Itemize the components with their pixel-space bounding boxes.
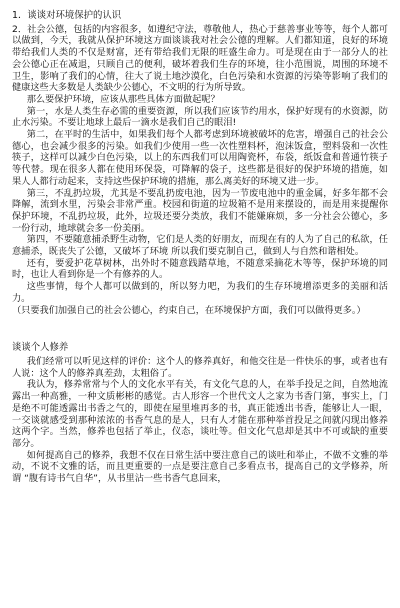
paragraph: （只要我们加强自己的社会公德心，约束自己，在环境保护方面，我们可以做得更多。） [12,304,366,316]
section-heading: 谈谈个人修养 [12,342,69,354]
paragraph: 第三，不乱扔垃圾，尤其是不要乱扔废电池，因为一节废电池中的重金属，好多年都不会降解，流到水里，污染会非常严重。校园和街道的垃圾箱不是用来摆设的，而是用来提醒你保护环境，不乱扔垃圾，此外，垃圾还要分类放，我们不能嫌麻烦，多一分社会公德心，多一份行动，地球就会多一份美丽。 [12,187,388,234]
paragraph: 第二，在平时的生活中，如果我们每个人都考虑到环境被破坏的危害，增强自己的社会公德心，也会减少很多的污染。如我们少使用一些一次性塑料杯，泡沫饭盒，塑料袋和一次性筷子，这样可以减少白色污染，以上的东西我们可以用陶瓷杯，布袋，纸饭盒和普通竹筷子等代替。现在很多人都在使用环保袋，可降解的袋子，这些都是很好的保护环境的措施，如果人人都行动起来，支持这些保护环境的措施，那么离美好的环境又进一步。 [12,129,388,187]
paragraph: 还有，要爱护花草树林，出外时不随意践踏草地，不随意采摘花木等等，保护环境的同时，也让人看到你是一个有修养的人。 [12,257,388,281]
paragraph: 我认为，修养常常与个人的文化水平有关，有文化气息的人，在举手投足之间，自然地流露出一种高雅，一种文质彬彬的感觉。古人形容一个世代文人之家为书香门第，事实上，门是绝不可能透露出书香之气的，即使在屋里堆再多的书，真正能透出书香，能够让人一眼，一交谈就感受到那种浓浓的书香气息的是人，只有人才能在那种举首投足之间就闪现出修养这两个字。当然，修养也包括了举止，仪态，谈吐等。但文化气息却是其中不可或缺的重要部分。 [12,379,388,449]
paragraph: 第一，水是人类生存必需的重要资源，所以我们应该节约用水，保护好现有的水资源，防止水污染。不要让地球上最后一滴水是我们自己的眼泪! [12,105,388,129]
paragraph: 这些事情，每个人都可以做到的，所以努力吧，为我们的生存环境增添更多的美丽和活力。 [12,281,388,304]
paragraph: 第四，不要随意捕杀野生动物，它们是人类的好朋友，而现在有的人为了自己的私欲，任意捕杀，既丧失了公德，又破坏了环境 所以我们要克制自己，做到人与自然和谐相处。 [12,234,388,258]
paragraph: 我们经常可以听见这样的评价：这个人的修养真好，和他交往是一件快乐的事，或者也有人说：这个人的修养真差劲，太粗俗了。 [12,355,388,379]
paragraph: 那么要保护环境，应该从那些具体方面做起呢？ [26,93,220,105]
section-environment [12,10,388,316]
paragraph: 2．社会公德，包括的内容很多，如遵纪守法，尊敬他人，热心于慈善事业等等，每个人都可以做到，今天，我就从保护环境这方面谈谈我对社会公德的理解。人们都知道，良好的环境带给我们人类的不仅是财富，还有带给我们无限的旺盛生命力。可是现在由于一部分人的社会公德心正在减退，只顾自己的便利，破坏着我们生存的环境，往小范围说，周围的环境不卫生，影响了我们的心情，往大了说土地沙漠化，白色污染和水资源的污染等影响了我们的健康这些大多数是人类缺少公德心，不文明的行为所导致。 [12,23,388,94]
section-heading: 1．谈谈对环境保护的认识 [12,10,122,21]
paragraph: 如何提高自己的修养，我想不仅在日常生活中要注意自己的谈吐和举止，不做不文雅的举动，不说不文雅的话，而且更重要的一点是要注意自己多看点书，提高自己的文学修养，所谓 “腹有诗书气自华”，从书里沾一些书香气息回来， [12,449,388,485]
section-cultivation [12,342,388,484]
section-gap [12,326,388,342]
